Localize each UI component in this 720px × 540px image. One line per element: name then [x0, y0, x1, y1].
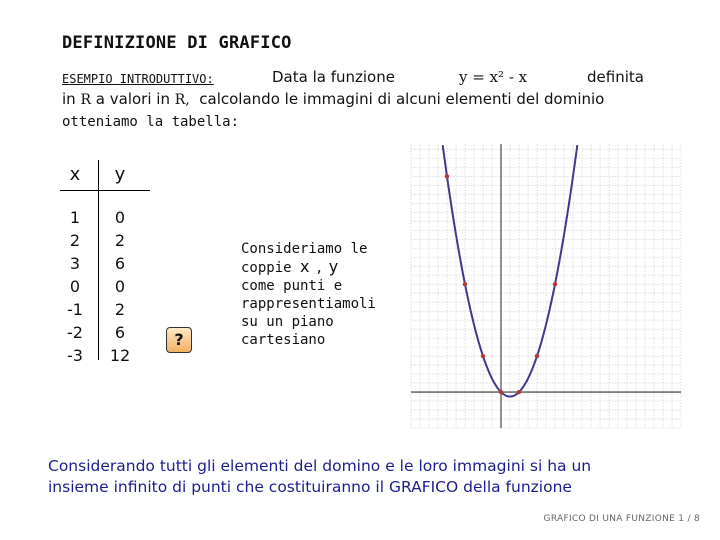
intro-calc-text: calcolando le immagini di alcuni elementi del dominio [199, 90, 605, 108]
table-column-y [103, 206, 137, 367]
table-cell-y: 6 [114, 254, 126, 273]
table-cell-y: 6 [114, 323, 126, 342]
data-point [463, 282, 467, 286]
intro-line-1 [62, 66, 702, 88]
question-button[interactable]: ? [166, 327, 192, 353]
data-point [481, 354, 485, 358]
intro-defined-text: definita [587, 68, 644, 86]
table-header-x: x [69, 164, 81, 185]
slide-title: DEFINIZIONE DI GRAFICO [62, 33, 292, 53]
function-formula: y = x² - x [459, 68, 528, 86]
cartesian-graph [405, 138, 687, 434]
table-cell-y: 2 [114, 300, 126, 319]
consider-line: cartesiano [241, 332, 326, 348]
domain-set-symbol: R [80, 92, 92, 108]
consider-line: Consideriamo le [241, 241, 368, 257]
table-header-y: y [114, 164, 126, 185]
consider-pairs-label: coppie [241, 260, 292, 276]
table-column-x [58, 206, 92, 367]
table-cell-x: -1 [67, 300, 83, 319]
intro-values-text: a valori in [95, 90, 170, 108]
consider-line: come punti e [241, 278, 343, 294]
table-cell-x: -2 [67, 323, 83, 342]
data-point [517, 390, 521, 394]
data-point [553, 282, 557, 286]
table-cell-y: 2 [114, 231, 126, 250]
table-cell-y: 12 [109, 346, 131, 365]
table-cell-y: 0 [114, 208, 126, 227]
pair-xy: x , y [300, 257, 340, 276]
table-horizontal-rule [60, 190, 150, 191]
intro-in-text: in [62, 90, 76, 108]
grid [411, 144, 681, 428]
example-label: ESEMPIO INTRODUTTIVO: [62, 72, 214, 86]
values-table [60, 160, 150, 365]
data-point [445, 174, 449, 178]
intro-line-2 [62, 88, 702, 111]
table-cell-x: -3 [67, 346, 83, 365]
conclusion-line-1: Considerando tutti gli elementi del domino e le loro immagini si ha un [48, 457, 592, 475]
intro-line-3: otteniamo la tabella: [62, 114, 240, 130]
consider-text-block [241, 240, 391, 349]
data-point [535, 354, 539, 358]
intro-data-text: Data la funzione [272, 68, 395, 86]
table-cell-x: 0 [69, 277, 81, 296]
table-cell-x: 2 [69, 231, 81, 250]
conclusion-text [48, 456, 688, 498]
consider-line: su un piano [241, 314, 334, 330]
table-cell-y: 0 [114, 277, 126, 296]
consider-line-pairs [241, 258, 391, 277]
intro-paragraph [62, 66, 702, 133]
codomain-set-symbol: R, [174, 92, 190, 108]
data-point [499, 390, 503, 394]
table-cell-x: 3 [69, 254, 81, 273]
slide-footer: GRAFICO DI UNA FUNZIONE 1 / 8 [543, 514, 700, 524]
table-cell-x: 1 [69, 208, 81, 227]
conclusion-line-2: insieme infinito di punti che costituiranno il GRAFICO della funzione [48, 478, 572, 496]
consider-line: rappresentiamoli [241, 296, 376, 312]
